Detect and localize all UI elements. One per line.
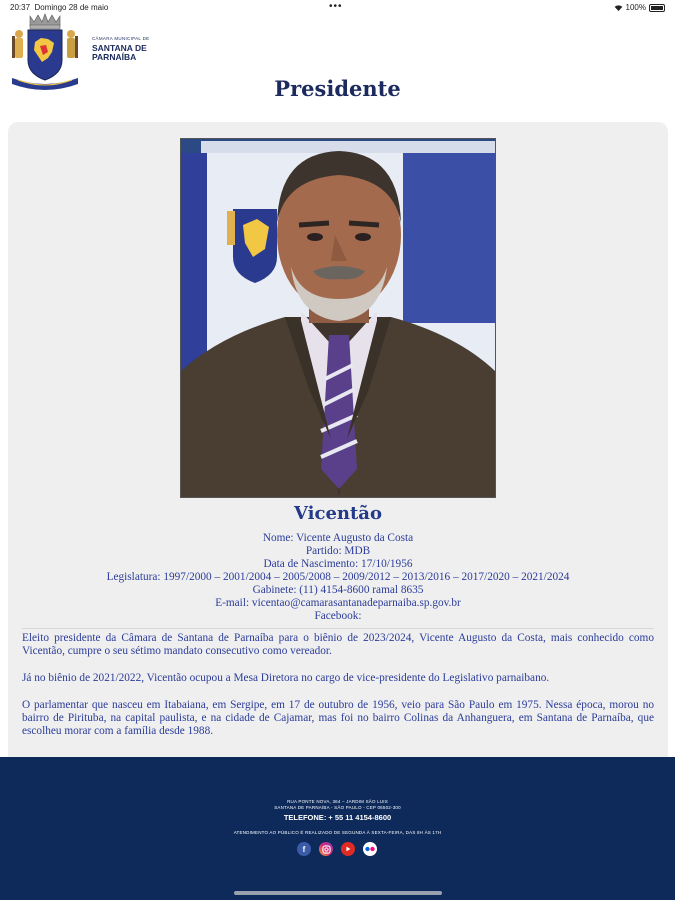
status-time-text: 20:37 <box>10 3 31 12</box>
footer-phone[interactable]: TELEFONE: + 55 11 4154-8600 <box>283 813 392 822</box>
home-indicator[interactable] <box>234 891 442 895</box>
president-name: Vicentão <box>294 503 382 524</box>
bio-paragraph: Já no biênio de 2021/2022, Vicentão ocupou a Mesa Diretora no cargo de vice-presidente do Legislativo parnaibano. <box>22 672 550 684</box>
logo-text-line2: SANTANA DE <box>92 42 147 53</box>
multitask-dots-icon[interactable]: ••• <box>329 1 343 12</box>
president-details <box>8 532 668 623</box>
detail-email[interactable]: E-mail: vicentao@camarasantanadeparnaiba.sp.gov.br <box>215 597 461 609</box>
logo-text <box>92 37 149 62</box>
social-links <box>297 842 377 856</box>
detail-birth-date: Data de Nascimento: 17/10/1956 <box>263 558 413 570</box>
bio-paragraph: O parlamentar que nasceu em Itabaiana, em Sergipe, em 17 de outubro de 1956, veio para São Paulo em 1975. Nessa época, morou no bairro de Pirituba, na capital paulista, e na cidade de Cajamar, mas foi no bairro Colinas da Anhanguera, em Santana de Parnaíba, que escolheu morar com a família desde 1988. <box>22 699 654 737</box>
flickr-icon[interactable] <box>363 842 377 856</box>
biography-text <box>22 632 654 752</box>
instagram-icon[interactable] <box>319 842 333 856</box>
president-photo <box>180 138 496 498</box>
president-card <box>8 122 668 782</box>
detail-full-name: Nome: Vicente Augusto da Costa <box>262 532 414 544</box>
detail-office-phone: Gabinete: (11) 4154-8600 ramal 8635 <box>252 584 424 596</box>
footer-address <box>0 799 675 811</box>
footer-address-line2: SANTANA DE PARNAÍBA - SÃO PAULO - CEP 06502-300 <box>274 805 401 810</box>
footer-address-line1: RUA PONTE NOVA, 364 – JARDIM SÃO LUIS <box>287 799 388 804</box>
battery-percent: 100% <box>625 3 646 12</box>
status-time <box>10 3 108 12</box>
youtube-icon[interactable] <box>341 842 355 856</box>
detail-party: Partido: MDB <box>305 545 371 557</box>
page-title: Presidente <box>274 76 401 101</box>
bio-paragraph: Eleito presidente da Câmara de Santana de Parnaíba para o biênio de 2023/2024, Vicente Augusto da Costa, mais conhecido como Vicentão, cumpre o seu sétimo mandato consecutivo como vereador. <box>22 632 654 657</box>
detail-facebook: Facebook: <box>314 610 362 622</box>
facebook-icon[interactable]: f <box>297 842 311 856</box>
detail-legislature: Legislatura: 1997/2000 – 2001/2004 – 2005/2008 – 2009/2012 – 2013/2016 – 2017/2020 – 2021/2024 <box>106 571 570 583</box>
battery-icon <box>649 4 665 12</box>
logo-text-line1: CÂMARA MUNICIPAL DE <box>92 36 150 41</box>
status-date-text: Domingo 28 de maio <box>34 3 109 12</box>
footer-hours: ATENDIMENTO AO PÚBLICO É REALIZADO DE SEGUNDA À SEXTA-FEIRA, DAS 8H ÀS 17H <box>233 830 442 835</box>
site-footer <box>0 757 675 900</box>
logo-text-line3: PARNAÍBA <box>92 51 137 62</box>
divider <box>22 628 654 629</box>
wifi-icon <box>614 5 623 11</box>
status-right <box>614 3 665 12</box>
status-bar <box>0 0 675 16</box>
